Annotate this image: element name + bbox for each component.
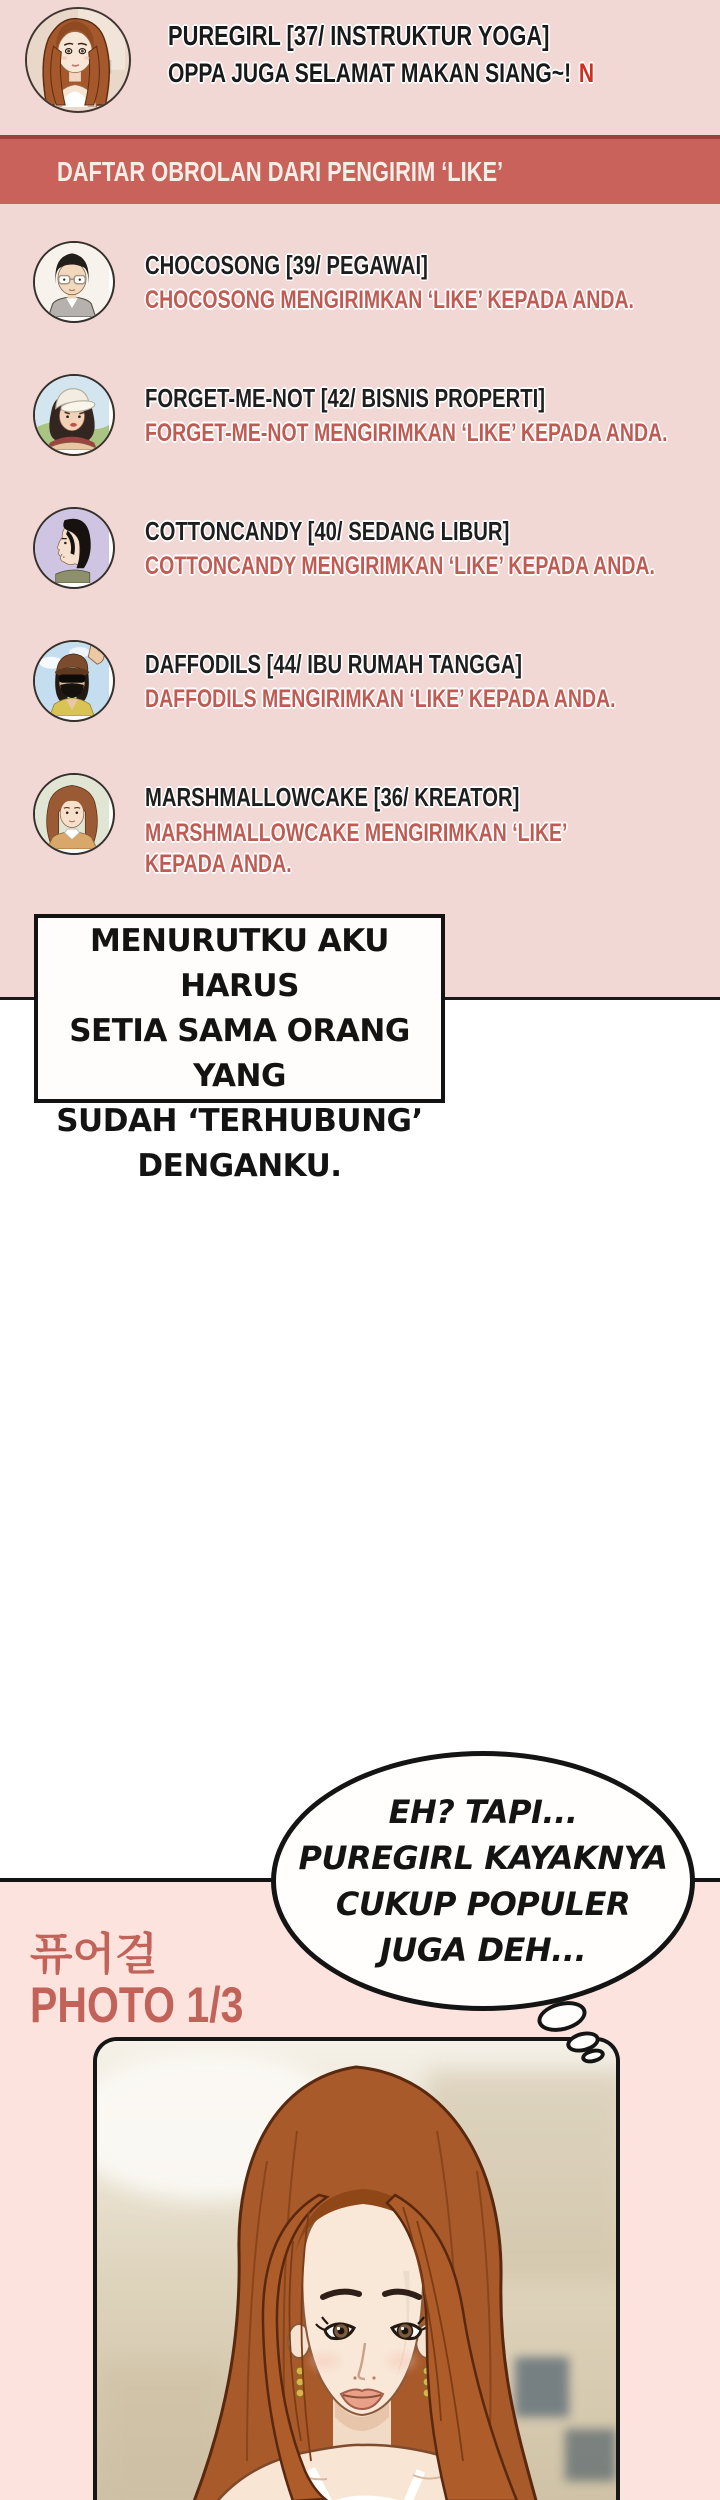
cottoncandy-avatar	[33, 507, 115, 589]
new-message-badge: N	[578, 58, 595, 88]
speech-box	[34, 914, 445, 1184]
thought-bubble	[271, 1751, 695, 2011]
chat-header[interactable]	[0, 0, 720, 135]
chat-message: COTTONCANDY MENGIRIMKAN ‘LIKE’ KEPADA ANDA.	[145, 552, 655, 580]
thought-line: CUKUP POPULER	[335, 1885, 631, 1923]
chat-message: MARSHMALLOWCAKE MENGIRIMKAN ‘LIKE’ KEPADA ANDA.	[145, 819, 567, 878]
chat-row-chocosong[interactable]	[0, 237, 720, 370]
chat-row-marshmallowcake[interactable]	[0, 769, 720, 902]
korean-nickname-label: 퓨어걸	[30, 1929, 158, 1980]
header-contact-name	[168, 20, 657, 52]
thought-line: PUREGIRL KAYAKNYA	[298, 1839, 668, 1877]
banner-title: DAFTAR OBROLAN DARI PENGIRIM ‘LIKE’	[57, 156, 504, 187]
forget-me-not-avatar	[33, 374, 115, 456]
chat-row-daffodils[interactable]	[0, 636, 720, 769]
chat-texts	[145, 516, 720, 581]
chat-name: FORGET-ME-NOT [42/ BISNIS PROPERTI]	[145, 383, 546, 413]
chat-row-forget-me-not[interactable]	[0, 370, 720, 503]
like-senders-list	[0, 204, 720, 997]
portrait-illustration	[97, 2041, 616, 2500]
thought-line: EH? TAPI...	[388, 1793, 578, 1831]
speech-line: SETIA SAMA ORANG YANG	[69, 1013, 410, 1094]
header-last-message-text: OPPA JUGA SELAMAT MAKAN SIANG~! N	[168, 58, 595, 88]
chat-texts	[145, 782, 720, 880]
profile-photo[interactable]	[93, 2037, 620, 2500]
cottoncandy-avatar-illustration	[35, 509, 109, 583]
chat-texts	[145, 383, 720, 448]
chat-texts	[145, 250, 720, 315]
puregirl-avatar	[25, 7, 131, 113]
chocosong-avatar-illustration	[35, 243, 109, 317]
chat-message: FORGET-ME-NOT MENGIRIMKAN ‘LIKE’ KEPADA ANDA.	[145, 419, 668, 447]
chat-message: CHOCOSONG MENGIRIMKAN ‘LIKE’ KEPADA ANDA.	[145, 286, 634, 314]
speech-line: DENGANKU.	[137, 1148, 342, 1184]
chat-texts	[145, 649, 720, 714]
puregirl-avatar-illustration	[27, 9, 125, 107]
like-senders-banner	[0, 135, 720, 204]
speech-line: SUDAH ‘TERHUBUNG’	[56, 1103, 423, 1139]
chocosong-avatar	[33, 241, 115, 323]
thought-line: JUGA DEH...	[379, 1931, 587, 1969]
photo-counter-label: PHOTO 1/3	[30, 1977, 244, 2033]
chat-name: MARSHMALLOWCAKE [36/ KREATOR]	[145, 782, 520, 812]
daffodils-avatar-illustration	[35, 642, 109, 716]
chat-name: COTTONCANDY [40/ SEDANG LIBUR]	[145, 516, 510, 546]
speech-line: MENURUTKU AKU HARUS	[90, 923, 389, 1004]
chat-row-cottoncandy[interactable]	[0, 503, 720, 636]
chat-message: DAFFODILS MENGIRIMKAN ‘LIKE’ KEPADA ANDA.	[145, 685, 616, 713]
marshmallowcake-avatar	[33, 773, 115, 855]
header-last-message-row	[168, 58, 714, 89]
marshmallowcake-avatar-illustration	[35, 775, 109, 849]
daffodils-avatar	[33, 640, 115, 722]
chat-name: CHOCOSONG [39/ PEGAWAI]	[145, 250, 428, 280]
chat-name: DAFFODILS [44/ IBU RUMAH TANGGA]	[145, 649, 523, 679]
forget-me-not-avatar-illustration	[35, 376, 109, 450]
header-contact-name-text: PUREGIRL [37/ INSTRUKTUR YOGA]	[168, 20, 550, 51]
